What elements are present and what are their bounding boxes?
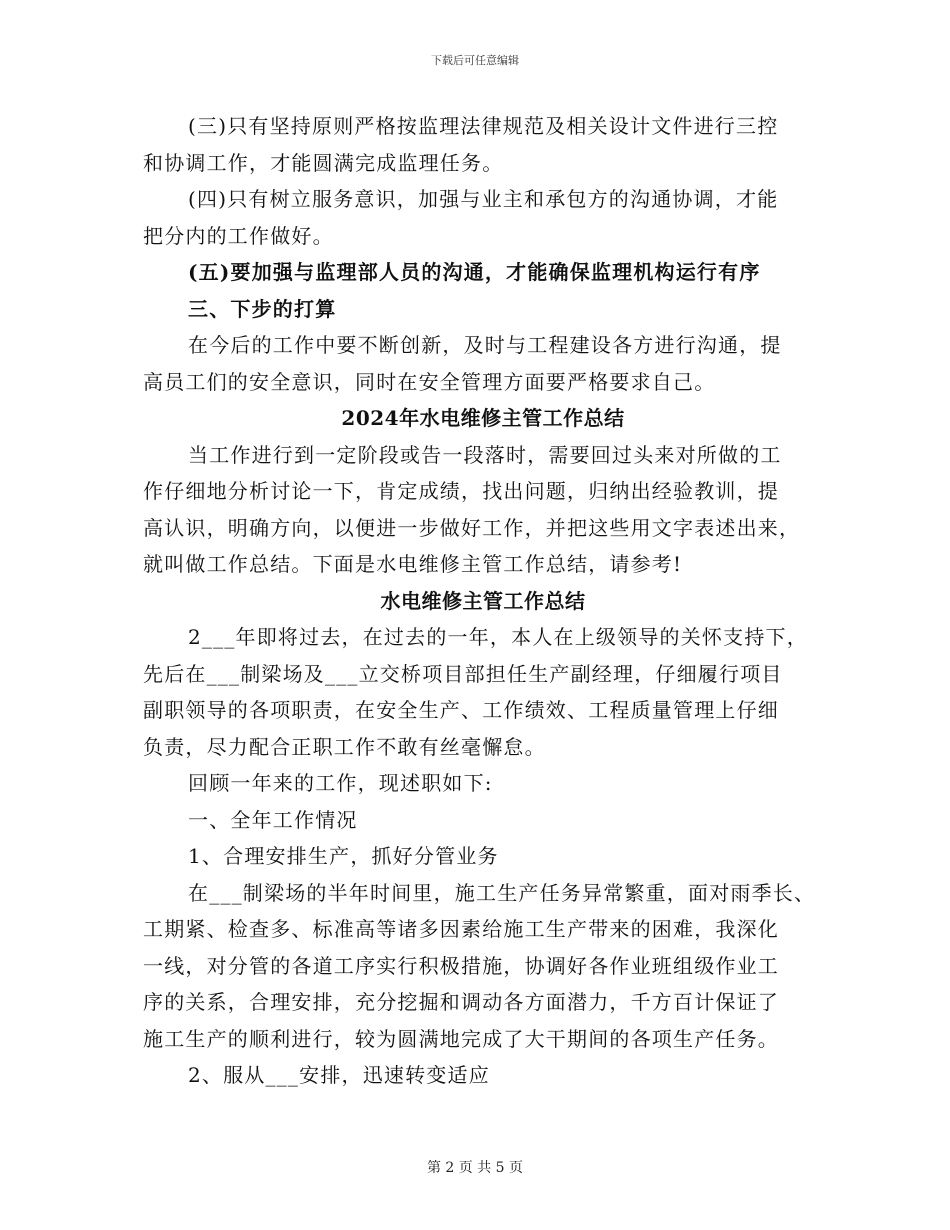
section-heading: 一、全年工作情况	[188, 807, 358, 832]
paragraph-line: (三)只有坚持原则严格按监理法律规范及相关设计文件进行三控	[188, 114, 779, 138]
document-subtitle: 水电维修主管工作总结	[380, 588, 586, 613]
paragraph-line: 把分内的工作做好。	[143, 223, 334, 248]
paragraph-line: 2___年即将过去，在过去的一年，本人在上级领导的关怀支持下，	[188, 625, 808, 649]
paragraph-line: 先后在___制梁场及___立交桥项目部担任生产副经理，仔细履行项目	[143, 661, 783, 686]
paragraph-line: (四)只有树立服务意识，加强与业主和承包方的沟通协调，才能	[188, 187, 779, 211]
paragraph-line: 一线，对分管的各道工序实行积极措施，协调好各作业班组级作业工	[143, 953, 779, 978]
document-title: 2024年水电维修主管工作总结	[341, 406, 625, 430]
paragraph-line: 施工生产的顺利进行，较为圆满地完成了大干期间的各项生产任务。	[143, 1026, 779, 1051]
paragraph-line: 和协调工作，才能圆满完成监理任务。	[143, 150, 504, 175]
paragraph-line: 高员工们的安全意识，同时在安全管理方面要严格要求自己。	[143, 369, 716, 394]
paragraph-line: 就叫做工作总结。下面是水电维修主管工作总结，请参考!	[143, 552, 683, 576]
paragraph-line: 当工作进行到一定阶段或告一段落时，需要回过头来对所做的工	[188, 442, 782, 467]
page-header: 下载后可任意编辑	[431, 54, 519, 67]
paragraph-line: 工期紧、检查多、标准高等诸多因素给施工生产带来的困难，我深化	[143, 917, 779, 941]
paragraph-line: 副职领导的各项职责，在安全生产、工作绩效、工程质量管理上仔细	[143, 698, 779, 722]
paragraph-line: 负责，尽力配合正职工作不敢有丝毫懈怠。	[143, 734, 546, 759]
section-heading: 三、下步的打算	[188, 296, 337, 321]
paragraph-line: 在___制梁场的半年时间里，施工生产任务异常繁重，面对雨季长、	[188, 880, 816, 905]
paragraph-line: 回顾一年来的工作，现述职如下:	[188, 771, 493, 795]
page-number-footer: 第 2 页 共 5 页	[426, 1160, 524, 1176]
paragraph-line: 在今后的工作中要不断创新，及时与工程建设各方进行沟通，提	[188, 333, 782, 357]
document-body	[143, 108, 823, 1094]
paragraph-line: 高认识，明确方向，以便进一步做好工作，并把这些用文字表述出来，	[143, 515, 801, 540]
paragraph-line: 作仔细地分析讨论一下，肯定成绩，找出问题，归纳出经验教训，提	[143, 479, 779, 503]
subsection-heading: 1、合理安排生产，抓好分管业务	[188, 844, 499, 868]
paragraph-line: 序的关系，合理安排，充分挖掘和调动各方面潜力，千方百计保证了	[143, 990, 779, 1014]
bold-paragraph-line: (五)要加强与监理部人员的沟通，才能确保监理机构运行有序	[188, 260, 761, 284]
subsection-heading: 2、服从___安排，迅速转变适应	[188, 1063, 490, 1087]
